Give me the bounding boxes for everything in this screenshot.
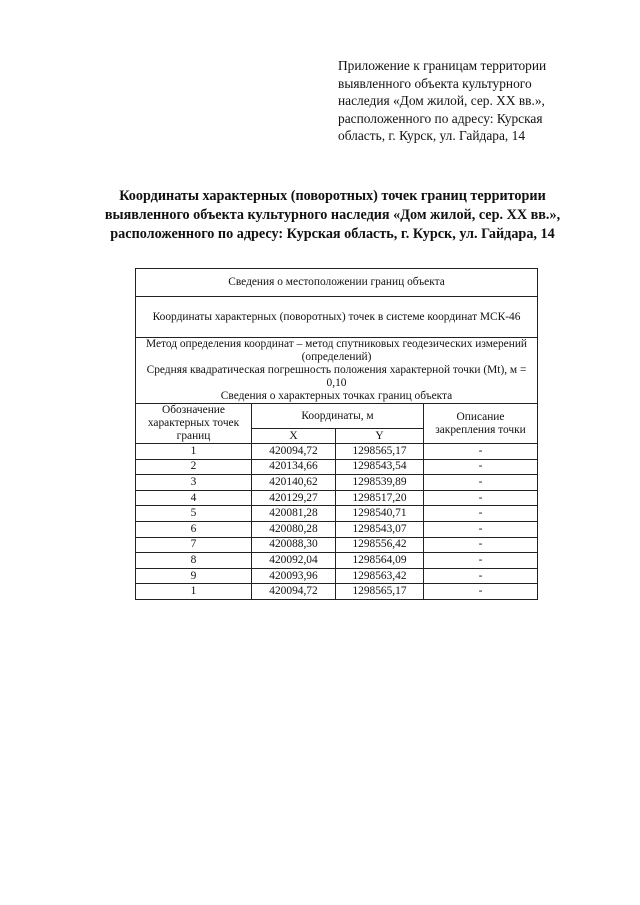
method-text: Метод определения координат – метод спутниковых геодезических измерений (определений) — [145, 338, 528, 363]
y-cell: 1298539,89 — [336, 475, 424, 491]
table-row — [136, 537, 538, 553]
appendix-line: область, г. Курск, ул. Гайдара, 14 — [338, 128, 526, 144]
description-cell: - — [424, 475, 538, 491]
accuracy-text: Средняя квадратическая погрешность положения характерной точки (Mt), м = 0,10 — [146, 364, 527, 389]
appendix-line: наследия «Дом жилой, сер. XX вв.», — [338, 93, 545, 109]
x-cell: 420094,72 — [252, 584, 336, 600]
table-row — [136, 521, 538, 537]
col-designation-header: Обозначение характерных точек границ — [136, 404, 252, 444]
y-cell: 1298543,07 — [336, 521, 424, 537]
y-cell: 1298540,71 — [336, 506, 424, 522]
document-title — [60, 187, 605, 244]
col-x-header: X — [252, 429, 336, 444]
description-cell: - — [424, 584, 538, 600]
points-info-header: Сведения о характерных точках границ объекта — [220, 390, 453, 402]
x-cell: 420129,27 — [252, 490, 336, 506]
description-cell: - — [424, 490, 538, 506]
description-cell: - — [424, 444, 538, 460]
point-cell: 5 — [136, 506, 252, 522]
title-line: Координаты характерных (поворотных) точек границ территории — [119, 188, 546, 204]
y-cell: 1298565,17 — [336, 584, 424, 600]
description-cell: - — [424, 553, 538, 569]
y-cell: 1298563,42 — [336, 568, 424, 584]
point-cell: 8 — [136, 553, 252, 569]
point-cell: 1 — [136, 444, 252, 460]
table-row — [136, 553, 538, 569]
x-cell: 420094,72 — [252, 444, 336, 460]
description-cell: - — [424, 521, 538, 537]
table-row — [136, 490, 538, 506]
description-cell: - — [424, 537, 538, 553]
point-cell: 6 — [136, 521, 252, 537]
x-cell: 420080,28 — [252, 521, 336, 537]
description-cell: - — [424, 568, 538, 584]
appendix-line: выявленного объекта культурного — [338, 75, 532, 91]
description-cell: - — [424, 506, 538, 522]
point-cell: 1 — [136, 584, 252, 600]
coordinate-system-header: Координаты характерных (поворотных) точек в системе координат МСК-46 — [136, 297, 538, 338]
x-cell: 420093,96 — [252, 568, 336, 584]
y-cell: 1298517,20 — [336, 490, 424, 506]
point-cell: 7 — [136, 537, 252, 553]
method-block — [136, 338, 538, 404]
appendix-note — [338, 57, 578, 145]
x-cell: 420092,04 — [252, 553, 336, 569]
table-row — [136, 568, 538, 584]
y-cell: 1298556,42 — [336, 537, 424, 553]
point-cell: 2 — [136, 459, 252, 475]
col-coords-header: Координаты, м — [252, 404, 424, 429]
table-row — [136, 444, 538, 460]
title-line: расположенного по адресу: Курская область, г. Курск, ул. Гайдара, 14 — [110, 226, 555, 242]
coordinates-table — [135, 268, 538, 600]
table-row — [136, 475, 538, 491]
table-row — [136, 584, 538, 600]
table-row — [136, 459, 538, 475]
point-cell: 9 — [136, 568, 252, 584]
col-description-header: Описание закрепления точки — [424, 404, 538, 444]
y-cell: 1298564,09 — [336, 553, 424, 569]
x-cell: 420088,30 — [252, 537, 336, 553]
table-row — [136, 506, 538, 522]
description-cell: - — [424, 459, 538, 475]
title-line: выявленного объекта культурного наследия «Дом жилой, сер. XX вв.», — [104, 207, 561, 223]
appendix-line: расположенного по адресу: Курская — [338, 110, 543, 126]
point-cell: 4 — [136, 490, 252, 506]
col-y-header: Y — [336, 429, 424, 444]
y-cell: 1298543,54 — [336, 459, 424, 475]
x-cell: 420134,66 — [252, 459, 336, 475]
x-cell: 420081,28 — [252, 506, 336, 522]
location-header: Сведения о местоположении границ объекта — [136, 269, 538, 297]
x-cell: 420140,62 — [252, 475, 336, 491]
appendix-line: Приложение к границам территории — [338, 58, 547, 73]
point-cell: 3 — [136, 475, 252, 491]
y-cell: 1298565,17 — [336, 444, 424, 460]
